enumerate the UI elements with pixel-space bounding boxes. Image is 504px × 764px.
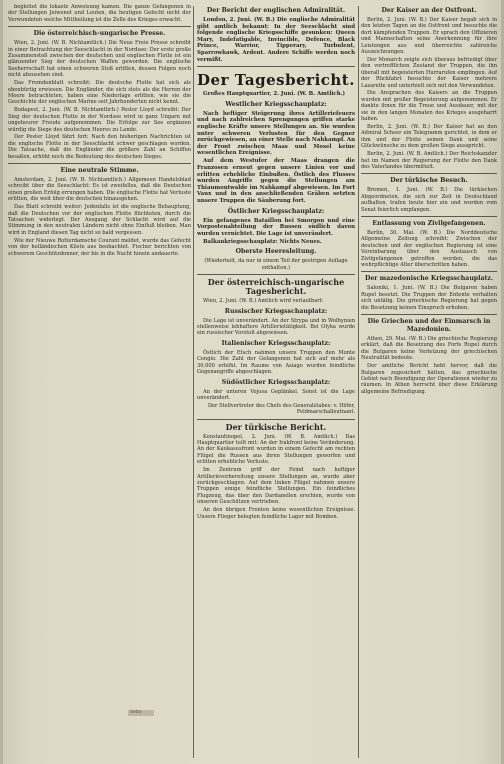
paragraph: Östlich der Etsch nahmen unsere Truppen den Monte Cengio. Die Zahl der Gefangenen hat sich auf mehr als 30.000 erhöht. Im Raume von Asiago wurden feindliche Gegenangriffe abgeschlagen.: [197, 349, 355, 376]
editorial-note: (Wiederholt, da nur in einem Teil der gestrigen Auflage enthalten.): [204, 258, 348, 271]
paragraph: An den übrigen Fronten keine wesentlichen Ereignisse. Unsere Flieger belegten feindliche Lager mit Bomben.: [197, 507, 355, 520]
section-heading-turk: Der türkische Bericht.: [225, 421, 327, 432]
section-heading-neutral: Eine neutrale Stimme.: [60, 167, 139, 175]
paragraph: Das Fremdenblatt schreibt: Die deutsche Flotte hat sich als ebenbürtig erwiesen. Die Engländer, die sich stets als die Herren der Meere betrachteten, haben eine Niederlage erlitten, wie sie die Geschichte der englischen Marine seit Jahrhunderten nicht kennt.: [8, 80, 191, 106]
section-heading-admiralty: Der Bericht der englischen Admiralität.: [206, 7, 346, 14]
divider: [8, 163, 191, 164]
paragraph: Der Pester Lloyd fährt fort: Nach den bisherigen Nachrichten ist die englische Flotte in der Seeschlacht schwer geschlagen worden. Die Tatsache, daß die Engländer die größere Zahl an Schiffen besaßen, erhöht noch die Bedeutung des deutschen Sieges.: [8, 134, 191, 160]
divider: [197, 66, 355, 67]
paragraph: Berlin, 2. Juni. (W. B. Amtlich.) Der Reichskanzler hat im Namen der Regierung der Flotte den Dank des Vaterlandes übermittelt.: [361, 151, 497, 170]
signature-ohl: Oberste Heeresleitung.: [235, 248, 317, 256]
paragraph: An der unteren Vojusa Geplänkel. Sonst ist die Lage unverändert.: [197, 388, 355, 401]
column-1: [8, 4, 191, 758]
paragraph: Der amtliche Bericht hebt hervor, daß die Bulgaren zugesichert hätten, das griechische Gebiet nach Beendigung der Operationen wieder zu räumen. In Athen herrscht über diese Erklärung allgemeine Befriedigung.: [361, 363, 497, 395]
divider: [361, 271, 497, 272]
page-stamp-label: Seite: [130, 710, 142, 715]
section-heading-kaiser: Der Kaiser an der Ostfront.: [381, 7, 477, 14]
paragraph: Saloniki, 1. Juni. (W. B.) Die Bulgaren haben Rupel besetzt. Die Truppen der Entente verhalten sich untätig. Die griechische Regierung hat gegen die Besetzung keinen Einspruch erhoben.: [361, 285, 497, 311]
paragraph: Das Blatt schreibt weiter: Jedenfalls ist die englische Behauptung, daß die Deutschen vor der englischen Flotte flüchteten, durch die Tatsachen widerlegt. Der Ausgang der Schlacht wird auf die Stimmung in den neutralen Ländern nicht ohne Einfluß bleiben. Man wird in England diesen Tag nicht so bald vergessen.: [8, 204, 191, 236]
paragraph: Der Monarch zeigte sich überaus befriedigt über den vortrefflichen Zustand der Truppen, die ihn überall mit begeisterten Hurrarufen empfingen. Auf der Rückfahrt besuchte der Kaiser mehrere Lazarette und unterhielt sich mit den Verwundeten.: [361, 56, 497, 89]
balkan-line: Balkankriegsschauplatz: Nichts Neues.: [203, 238, 322, 245]
section-heading-besuch: Der türkische Besuch.: [390, 177, 468, 185]
subheading-east: Östlicher Kriegsschauplatz:: [227, 207, 325, 215]
column-rule-2: [358, 6, 359, 758]
paragraph: Amsterdam, 2. Juni. (W. B. Nichtamtlich.) Allgemeen Handelsblad schreibt über die Seeschlacht: Es ist zweifellos, daß die Deutschen einen großen Erfolg errungen haben. Die englische Flotte hat Verluste erlitten, die weit über die deutschen hinausgehen.: [8, 177, 191, 203]
paragraph: Wie der Nieuwe Rotterdamsche Courant meldet, wurde das Gefecht von der holländischen Küste aus beobachtet. Fischer berichten von schwerem Geschützdonner, der bis in die Nacht hinein andauerte.: [8, 237, 191, 257]
section-heading-press: Die österreichisch-ungarische Presse.: [33, 30, 166, 38]
paragraph: Athen, 29. Mai. (W. B.) Die griechische Regierung erklärt, daß die Besetzung des Forts Rupel durch die Bulgaren keine Verletzung der griechischen Neutralität bedeute.: [361, 336, 497, 362]
page-edge-left: [0, 0, 3, 764]
divider: [8, 26, 191, 27]
intro-paragraph: begleitet die lokaste Anweisung kamen. Die ganze Gefangenen in der Stellungen Jeiwenet und Leuten, die heutigen Gefecht nicht der Verwundeten welche Mittheilung ist die Zelle des Krieges erwacht.: [8, 4, 191, 23]
section-heading-austria: Der österreichisch-ungarische Tagesbericht.: [207, 277, 345, 297]
column-rule-1: [193, 6, 194, 758]
section-heading-entlassung: Entlassung von Zivilgefangenen.: [372, 219, 486, 227]
paragraph: Ein gefangenes Bataillon bei Smorgon und eine Vorpostenabteilung der Russen südlich davon wurden vernichtet. Die Lage ist unverändert.: [197, 217, 355, 237]
section-heading-griechen: Die Griechen und der Einmarsch in Mazedonien.: [367, 318, 491, 334]
paragraph: Wien, 2. Juni. (W. B.) Amtlich wird verlautbart:: [203, 298, 324, 305]
paragraph: Budapest, 2. Juni. (W. B. Nichtamtlich.) Pester Lloyd schreibt: Der Sieg der deutschen Flotte in der Nordsee wird in ganz Ungarn mit ungeheurer Freude aufgenommen. Die Erfolge zur See ergänzen würdig die Siege des deutschen Heeres zu Lande.: [8, 107, 191, 133]
section-heading-maz: Der mazedonische Kriegsschauplatz.: [364, 275, 494, 283]
divider: [361, 173, 497, 174]
paragraph: Im Zentrum griff der Feind nach heftiger Artillerievorbereitung unsere Stellungen an, wurde aber zurückgeschlagen. Auf dem linken Flügel nahmen unsere Truppen einige feindliche Stellungen. Ein feindliches Flugzeug, das über den Dardanellen erschien, wurde von unseren Geschützen vertrieben.: [197, 467, 355, 506]
paragraph: Die Ansprachen des Kaisers an die Truppen wurden mit großer Begeisterung aufgenommen. Er dankte ihnen für die Treue und Ausdauer, mit der sie in den langen Monaten des Krieges ausgeharrt haben.: [361, 90, 497, 123]
paragraph: Berlin, 30. Mai. (W. B.) Die Norddeutsche Allgemeine Zeitung schreibt: Zwischen der deutschen und der englischen Regierung ist eine Vereinbarung über den Austausch von Zivilgefangenen getroffen worden, die das wehrpflichtige Alter überschritten haben.: [361, 229, 497, 268]
divider: [361, 216, 497, 217]
subheading-russ: Russischer Kriegsschauplatz:: [224, 307, 328, 315]
column-3: [361, 4, 497, 758]
paragraph: Die Lage ist unverändert. An der Strypa und in Wolhynien stellenweise lebhaftere Artillerietätigkeit. Bei Olyka wurde ein russischer Vorstoß abgewiesen.: [197, 317, 355, 337]
divider: [197, 274, 355, 275]
subheading-sued: Südöstlicher Kriegsschauplatz:: [221, 378, 331, 386]
subheading-ital: Italienischer Kriegsschauplatz:: [221, 339, 331, 347]
masthead-tagesbericht: Der Tagesbericht.: [197, 71, 355, 90]
divider: [197, 419, 355, 420]
subheading-west: Westlicher Kriegsschauplatz:: [225, 100, 327, 108]
paragraph: Konstantinopel, 2. Juni. (W. B. Amtlich.) Das Hauptquartier teilt mit: An der Irakfront keine Veränderung. An der Kaukasusfront wurden in einem Gefecht am rechten Flügel die Russen aus ihren Stellungen geworfen und erlitten erhebliche Verluste.: [197, 433, 355, 466]
paragraph: Wien, 2. Juni. (W. B. Nichtamtlich.) Die Neue Freie Presse schreibt in einer Betrachtung der Seeschlacht in der Nordsee: Der erste große Zusammenstoß zwischen der deutschen und englischen Flotte ist ein glänzender Sieg der deutschen Waffen geworden. Die englische Seeherrschaft hat einen schweren Stoß erlitten, dessen Folgen noch nicht abzusehen sind.: [8, 40, 191, 79]
paragraph: Berlin, 2. Juni. (W. B.) Der Kaiser hat an den Admiral Scheer ein Telegramm gerichtet, in dem er ihm und der Flotte seinen Dank und seine Glückwünsche zu dem großen Siege ausspricht.: [361, 124, 497, 150]
paragraph: Berlin, 2. Juni. (W. B.) Der Kaiser begab sich in den letzten Tagen an die Ostfront und besuchte die dort kämpfenden Truppen. Er sprach den Offizieren und Mannschaften seine Anerkennung für ihre Leistungen aus und überreichte zahlreiche Auszeichnungen.: [361, 17, 497, 56]
divider: [361, 314, 497, 315]
signature-hoefer: Der Stellvertreter des Chefs des Generalstabes: v. Höfer, Feldmarschalleutnant.: [207, 402, 355, 416]
paragraph: Auf dem Westufer der Maas drangen die Franzosen erneut gegen unsere Linien vor und erlitten erhebliche Einbußen. Östlich des Flusses wurden Angriffe gegen die Stellungen am Thiaumontwalde im Nahkampf abgewiesen. Im Fort Vaux und in den anschließenden Gräben setzten unsere Truppen die Säuberung fort.: [197, 158, 355, 204]
paragraph: Bremen, 1. Juni. (W. B.) Die türkischen Abgeordneten, die sich zur Zeit in Deutschland aufhalten, trafen heute hier ein und wurden vom Senat feierlich empfangen.: [361, 187, 497, 213]
dateline: Großes Hauptquartier, 2. Juni. (W. B. Amtlich.): [203, 91, 346, 98]
paragraph: Nach heftiger Steigerung ihres Artilleriefeuers und nach zahlreichen Sprengungen griffen starke englische Kräfte unsere Stellungen an. Sie wurden unter schweren Verlusten für den Gegner zurückgewiesen, an einer Stelle nach Nahkampf. An der Front zwischen Maas und Mosel keine wesentlichen Ereignisse.: [197, 110, 355, 157]
admiralty-report: London, 2. Juni. (W. B.) Die englische Admiralität gibt amtlich bekannt: In der Seeschlacht sind folgende englische Kriegsschiffe gesunken: Queen Mary, Indefatigable, Invincible, Defence, Black Prince, Warrior, Tipperary, Turbulent, Sparrowhawk, Ardent. Andere Schiffe werden noch vermißt.: [197, 17, 355, 63]
column-2: [197, 4, 355, 758]
